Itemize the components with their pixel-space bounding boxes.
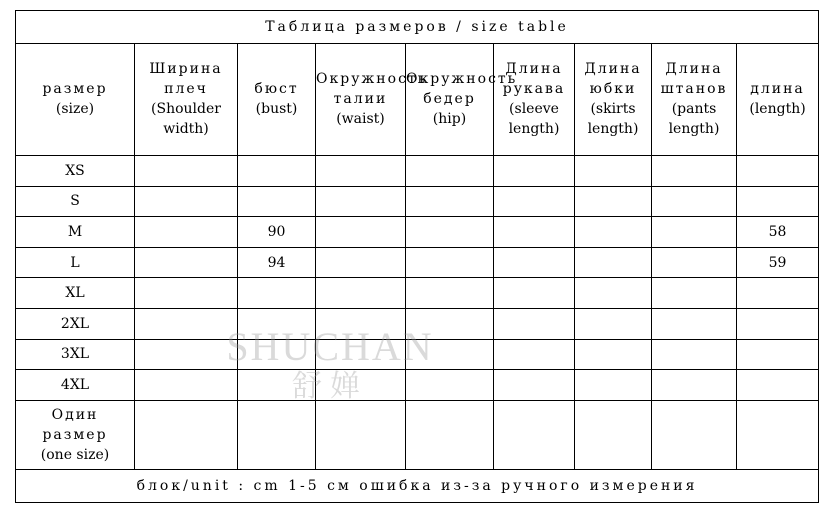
watermark-latin: SHUCHAN: [226, 324, 434, 369]
waist-cell: [316, 217, 406, 248]
shoulder-cell: [135, 155, 238, 186]
length-cell: [737, 308, 819, 339]
hip-cell: [406, 400, 494, 469]
bust-cell: [238, 186, 316, 217]
one-size-cell: Один размер (one size): [16, 400, 135, 469]
skirt-cell: [575, 339, 652, 370]
sleeve-cell: [494, 400, 575, 469]
sleeve-cell: [494, 308, 575, 339]
col-shoulder-header: Ширина плеч (Shoulder width): [135, 43, 238, 155]
table-row-l: [16, 247, 819, 278]
sleeve-cell: [494, 155, 575, 186]
hip-cell: [406, 308, 494, 339]
shoulder-cell: [135, 339, 238, 370]
size-cell: 2XL: [16, 308, 135, 339]
size-cell: XL: [16, 278, 135, 309]
table-row-one-size: [16, 400, 819, 469]
skirt-cell: [575, 308, 652, 339]
size-table: [15, 10, 819, 503]
waist-cell: [316, 308, 406, 339]
shoulder-cell: [135, 278, 238, 309]
shoulder-cell: [135, 186, 238, 217]
table-row-xs: [16, 155, 819, 186]
hip-cell: [406, 186, 494, 217]
length-cell: 58: [737, 217, 819, 248]
pants-cell: [652, 217, 737, 248]
length-cell: [737, 400, 819, 469]
skirt-cell: [575, 155, 652, 186]
waist-cell: [316, 247, 406, 278]
sleeve-cell: [494, 278, 575, 309]
table-row-m: [16, 217, 819, 248]
col-sleeve-header: Длина рукава (sleeve length): [494, 43, 575, 155]
skirt-cell: [575, 400, 652, 469]
pants-cell: [652, 400, 737, 469]
length-cell: 59: [737, 247, 819, 278]
size-cell: 3XL: [16, 339, 135, 370]
waist-cell: [316, 278, 406, 309]
hip-cell: [406, 155, 494, 186]
bust-cell: 90: [238, 217, 316, 248]
shoulder-cell: [135, 308, 238, 339]
col-pants-header: Длина штанов (pants length): [652, 43, 737, 155]
sleeve-cell: [494, 339, 575, 370]
shoulder-cell: [135, 217, 238, 248]
pants-cell: [652, 155, 737, 186]
table-row-4xl: [16, 370, 819, 401]
col-size-header: размер (size): [16, 43, 135, 155]
pants-cell: [652, 278, 737, 309]
size-cell: XS: [16, 155, 135, 186]
skirt-cell: [575, 186, 652, 217]
bust-cell: 94: [238, 247, 316, 278]
col-length-header: длина (length): [737, 43, 819, 155]
skirt-cell: [575, 278, 652, 309]
hip-cell: [406, 217, 494, 248]
bust-cell: [238, 400, 316, 469]
sleeve-cell: [494, 247, 575, 278]
pants-cell: [652, 370, 737, 401]
size-cell: S: [16, 186, 135, 217]
skirt-cell: [575, 247, 652, 278]
table-title: Таблица размеров / size table: [16, 11, 819, 44]
bust-cell: [238, 370, 316, 401]
bust-cell: [238, 339, 316, 370]
size-cell: L: [16, 247, 135, 278]
col-waist-header: Окружность талии (waist): [316, 43, 406, 155]
header-row: [16, 43, 819, 155]
watermark-cjk: 舒婵: [292, 369, 368, 404]
bust-cell: [238, 278, 316, 309]
length-cell: [737, 278, 819, 309]
col-skirt-header: Длина юбки (skirts length): [575, 43, 652, 155]
length-cell: [737, 155, 819, 186]
sleeve-cell: [494, 217, 575, 248]
hip-cell: [406, 247, 494, 278]
table-row-3xl: [16, 339, 819, 370]
col-bust-header: бюст (bust): [238, 43, 316, 155]
hip-cell: [406, 370, 494, 401]
skirt-cell: [575, 370, 652, 401]
waist-cell: [316, 400, 406, 469]
waist-cell: [316, 186, 406, 217]
sleeve-cell: [494, 186, 575, 217]
waist-cell: [316, 155, 406, 186]
skirt-cell: [575, 217, 652, 248]
col-hip-header: Окружность бедер (hip): [406, 43, 494, 155]
sleeve-cell: [494, 370, 575, 401]
pants-cell: [652, 247, 737, 278]
hip-cell: [406, 278, 494, 309]
shoulder-cell: [135, 370, 238, 401]
length-cell: [737, 339, 819, 370]
table-row-2xl: [16, 308, 819, 339]
length-cell: [737, 186, 819, 217]
pants-cell: [652, 186, 737, 217]
waist-cell: [316, 370, 406, 401]
table-row-s: [16, 186, 819, 217]
size-cell: 4XL: [16, 370, 135, 401]
waist-cell: [316, 339, 406, 370]
pants-cell: [652, 339, 737, 370]
shoulder-cell: [135, 400, 238, 469]
table-row-xl: [16, 278, 819, 309]
length-cell: [737, 370, 819, 401]
unit-note: блок/unit : cm 1-5 см ошибка из-за ручного измерения: [16, 470, 819, 503]
bust-cell: [238, 308, 316, 339]
shoulder-cell: [135, 247, 238, 278]
size-cell: M: [16, 217, 135, 248]
pants-cell: [652, 308, 737, 339]
hip-cell: [406, 339, 494, 370]
bust-cell: [238, 155, 316, 186]
